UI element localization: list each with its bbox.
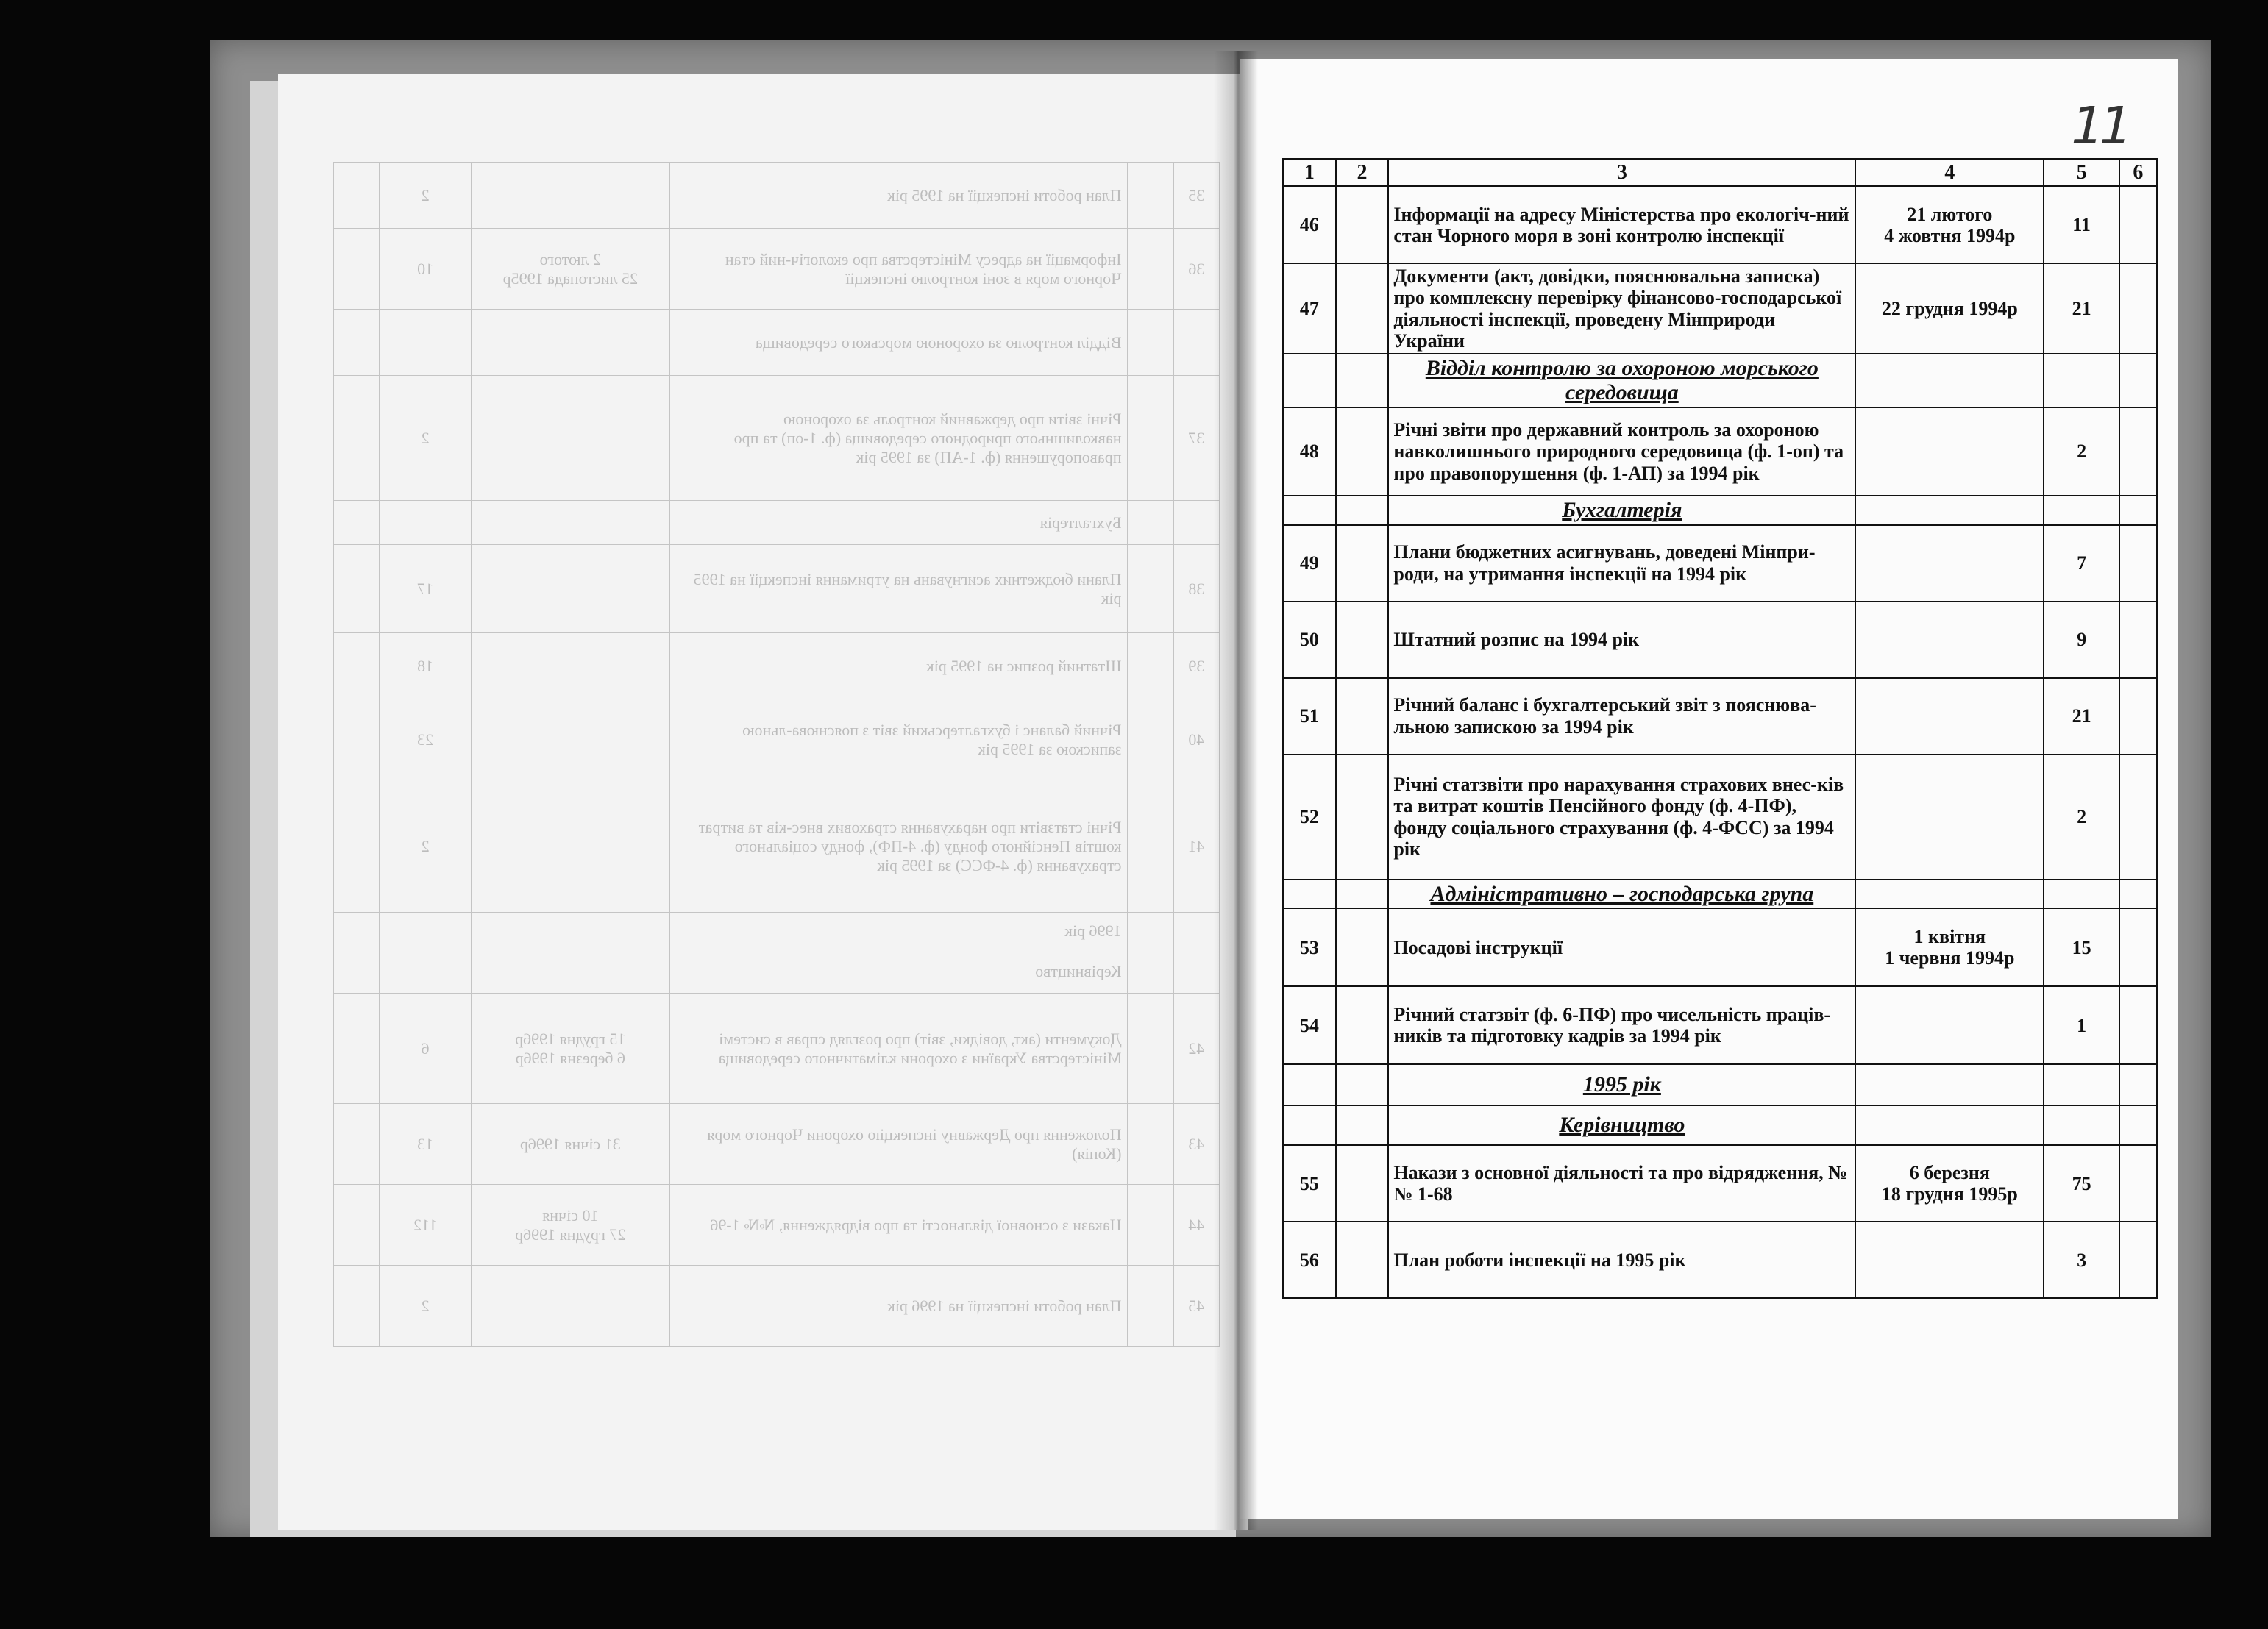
item-page-count: 11 bbox=[2044, 186, 2119, 263]
book-spine-shadow bbox=[1214, 51, 1258, 1530]
section-cell-empty bbox=[2044, 1105, 2119, 1145]
item-dates bbox=[1855, 1222, 2044, 1298]
left-page-back-side bbox=[278, 74, 1248, 1530]
ghost-date bbox=[471, 310, 669, 376]
table-row bbox=[1283, 602, 2157, 678]
item-dates: 22 грудня 1994р bbox=[1855, 263, 2044, 353]
ghost-pages: 2 bbox=[380, 163, 472, 229]
ghost-empty-cell bbox=[1128, 376, 1173, 501]
column-2-cell bbox=[1336, 908, 1389, 986]
ghost-empty-cell bbox=[1128, 1104, 1173, 1185]
item-title: Посадові інструкції bbox=[1388, 908, 1855, 986]
column-6-cell bbox=[2119, 602, 2157, 678]
ghost-empty-cell bbox=[334, 376, 380, 501]
item-page-count: 75 bbox=[2044, 1145, 2119, 1222]
table-row bbox=[1283, 908, 2157, 986]
ghost-row bbox=[334, 780, 1220, 913]
item-number: 53 bbox=[1283, 908, 1336, 986]
ghost-title: Положення про Державну інспекцію охорони Чорного моря (Копія) bbox=[669, 1104, 1128, 1185]
ghost-pages: 23 bbox=[380, 699, 472, 780]
header-cell-5: 5 bbox=[2044, 159, 2119, 186]
ghost-pages: 112 bbox=[380, 1185, 472, 1266]
header-cell-3: 3 bbox=[1388, 159, 1855, 186]
column-2-cell bbox=[1336, 1222, 1389, 1298]
header-row bbox=[1283, 159, 2157, 186]
section-row bbox=[1283, 880, 2157, 909]
column-2-cell bbox=[1336, 986, 1389, 1064]
column-2-cell bbox=[1336, 263, 1389, 353]
item-title: Плани бюджетних асигнувань, доведені Мінпри-роди, на утримання інспекції на 1994 рік bbox=[1388, 525, 1855, 602]
item-page-count: 21 bbox=[2044, 263, 2119, 353]
ghost-empty-cell bbox=[334, 501, 380, 545]
item-page-count: 2 bbox=[2044, 755, 2119, 880]
ghost-title: План роботи інспекції на 1995 рік bbox=[669, 163, 1128, 229]
section-cell-empty bbox=[2044, 354, 2119, 407]
ghost-row bbox=[334, 376, 1220, 501]
table-row bbox=[1283, 525, 2157, 602]
ghost-num: 37 bbox=[1173, 376, 1219, 501]
section-cell-empty bbox=[1336, 354, 1389, 407]
section-cell-empty bbox=[2044, 496, 2119, 525]
section-cell-empty bbox=[1283, 1064, 1336, 1105]
ghost-empty-cell bbox=[1128, 699, 1173, 780]
column-6-cell bbox=[2119, 186, 2157, 263]
table-row bbox=[1283, 407, 2157, 496]
section-cell-empty bbox=[2119, 1064, 2157, 1105]
section-cell-empty bbox=[1855, 496, 2044, 525]
item-title: Річні звіти про державний контроль за охороною навколишнього природного середовища (ф. 1-оп) та про правопорушення (ф. 1-АП) за 1994 рік bbox=[1388, 407, 1855, 496]
section-cell-empty bbox=[2119, 354, 2157, 407]
table-row bbox=[1283, 263, 2157, 353]
ghost-date: 31 січня 1996р bbox=[471, 1104, 669, 1185]
ghost-empty-cell bbox=[1128, 780, 1173, 913]
ghost-date bbox=[471, 163, 669, 229]
column-2-cell bbox=[1336, 186, 1389, 263]
item-dates bbox=[1855, 678, 2044, 755]
ghost-empty-cell bbox=[1128, 994, 1173, 1104]
item-page-count: 1 bbox=[2044, 986, 2119, 1064]
item-title: Накази з основної діяльності та про відрядження, №№ 1-68 bbox=[1388, 1145, 1855, 1222]
ghost-empty-cell bbox=[1128, 501, 1173, 545]
table-row bbox=[1283, 1145, 2157, 1222]
item-title: Річний статзвіт (ф. 6-ПФ) про чисельність праців-ників та підготовку кадрів за 1994 рік bbox=[1388, 986, 1855, 1064]
ghost-empty-cell bbox=[1128, 913, 1173, 949]
item-number: 48 bbox=[1283, 407, 1336, 496]
ghost-row bbox=[334, 163, 1220, 229]
section-cell-empty bbox=[2044, 1064, 2119, 1105]
ghost-pages: 10 bbox=[380, 229, 472, 310]
section-heading: 1995 рік bbox=[1388, 1064, 1855, 1105]
header-cell-1: 1 bbox=[1283, 159, 1336, 186]
ghost-title: Річні звіти про державний контроль за охороною навколишнього природного середовища (ф. 1-оп) та про правопорушення (ф. 1-АП) за 1995 рік bbox=[669, 376, 1128, 501]
item-number: 56 bbox=[1283, 1222, 1336, 1298]
ghost-table bbox=[333, 162, 1220, 1347]
item-number: 46 bbox=[1283, 186, 1336, 263]
section-cell-empty bbox=[1855, 1105, 2044, 1145]
ghost-pages bbox=[380, 310, 472, 376]
item-page-count: 2 bbox=[2044, 407, 2119, 496]
ghost-empty-cell bbox=[334, 913, 380, 949]
ghost-pages: 18 bbox=[380, 633, 472, 699]
column-6-cell bbox=[2119, 908, 2157, 986]
ghost-empty-cell bbox=[334, 699, 380, 780]
item-number: 52 bbox=[1283, 755, 1336, 880]
item-page-count: 7 bbox=[2044, 525, 2119, 602]
ghost-pages bbox=[380, 949, 472, 994]
ghost-date bbox=[471, 1266, 669, 1347]
ghost-row bbox=[334, 1104, 1220, 1185]
column-6-cell bbox=[2119, 986, 2157, 1064]
section-cell-empty bbox=[2119, 496, 2157, 525]
ghost-row bbox=[334, 1185, 1220, 1266]
ghost-num: 40 bbox=[1173, 699, 1219, 780]
column-6-cell bbox=[2119, 263, 2157, 353]
column-6-cell bbox=[2119, 407, 2157, 496]
section-row bbox=[1283, 496, 2157, 525]
ghost-table-body bbox=[334, 163, 1220, 1347]
item-dates bbox=[1855, 986, 2044, 1064]
ghost-empty-cell bbox=[334, 949, 380, 994]
ghost-pages: 2 bbox=[380, 780, 472, 913]
section-cell-empty bbox=[2119, 1105, 2157, 1145]
ghost-date bbox=[471, 633, 669, 699]
inventory-table-body bbox=[1283, 186, 2157, 1298]
ghost-empty-cell bbox=[334, 1104, 380, 1185]
item-title: Інформації на адресу Міністерства про екологіч-ний стан Чорного моря в зоні контролю інспекції bbox=[1388, 186, 1855, 263]
ghost-date: 10 січня 27 грудня 1996р bbox=[471, 1185, 669, 1266]
ghost-empty-cell bbox=[1128, 1266, 1173, 1347]
ghost-empty-cell bbox=[334, 780, 380, 913]
ghost-empty-cell bbox=[1128, 949, 1173, 994]
ghost-pages: 17 bbox=[380, 545, 472, 633]
ghost-date: 15 грудня 1996р 6 березня 1996р bbox=[471, 994, 669, 1104]
ghost-title: 1996 рік bbox=[669, 913, 1128, 949]
column-2-cell bbox=[1336, 407, 1389, 496]
ghost-num: 43 bbox=[1173, 1104, 1219, 1185]
section-cell-empty bbox=[1336, 1064, 1389, 1105]
section-row bbox=[1283, 1105, 2157, 1145]
ghost-num bbox=[1173, 913, 1219, 949]
section-cell-empty bbox=[1336, 880, 1389, 909]
item-page-count: 21 bbox=[2044, 678, 2119, 755]
ghost-num: 38 bbox=[1173, 545, 1219, 633]
ghost-pages: 2 bbox=[380, 376, 472, 501]
section-cell-empty bbox=[1855, 1064, 2044, 1105]
section-cell-empty bbox=[1283, 880, 1336, 909]
ghost-title: Річний баланс і бухгалтерський звіт з пояснюва-льною запискою за 1995 рік bbox=[669, 699, 1128, 780]
ghost-empty-cell bbox=[334, 994, 380, 1104]
section-cell-empty bbox=[1283, 354, 1336, 407]
column-2-cell bbox=[1336, 525, 1389, 602]
ghost-row bbox=[334, 545, 1220, 633]
item-dates bbox=[1855, 602, 2044, 678]
section-row bbox=[1283, 1064, 2157, 1105]
ghost-title: Бухгалтерія bbox=[669, 501, 1128, 545]
ghost-empty-cell bbox=[334, 163, 380, 229]
ghost-row bbox=[334, 310, 1220, 376]
section-cell-empty bbox=[1283, 496, 1336, 525]
ghost-empty-cell bbox=[1128, 163, 1173, 229]
ghost-empty-cell bbox=[1128, 229, 1173, 310]
item-page-count: 9 bbox=[2044, 602, 2119, 678]
column-6-cell bbox=[2119, 525, 2157, 602]
ghost-num: 35 bbox=[1173, 163, 1219, 229]
ghost-date bbox=[471, 913, 669, 949]
ghost-num: 45 bbox=[1173, 1266, 1219, 1347]
item-title: План роботи інспекції на 1995 рік bbox=[1388, 1222, 1855, 1298]
column-6-cell bbox=[2119, 1222, 2157, 1298]
ghost-empty-cell bbox=[1128, 1185, 1173, 1266]
table-row bbox=[1283, 755, 2157, 880]
section-heading: Керівництво bbox=[1388, 1105, 1855, 1145]
section-cell-empty bbox=[1855, 354, 2044, 407]
section-heading: Адміністративно – господарська група bbox=[1388, 880, 1855, 909]
section-heading: Бухгалтерія bbox=[1388, 496, 1855, 525]
section-heading: Відділ контролю за охороною морського середовища bbox=[1388, 354, 1855, 407]
ghost-pages: 13 bbox=[380, 1104, 472, 1185]
ghost-row bbox=[334, 501, 1220, 545]
ghost-pages: 6 bbox=[380, 994, 472, 1104]
header-cell-2: 2 bbox=[1336, 159, 1389, 186]
ghost-empty-cell bbox=[334, 310, 380, 376]
ghost-row bbox=[334, 1266, 1220, 1347]
column-6-cell bbox=[2119, 1145, 2157, 1222]
ghost-empty-cell bbox=[334, 1185, 380, 1266]
item-number: 51 bbox=[1283, 678, 1336, 755]
ghost-num bbox=[1173, 501, 1219, 545]
header-cell-4: 4 bbox=[1855, 159, 2044, 186]
ghost-title: Річні статзвіти про нарахування страхових внес-ків та витрат коштів Пенсійного фонду (ф. 4-ПФ), фонду соціального страхування (ф. 4-ФСС) за 1995 рік bbox=[669, 780, 1128, 913]
ghost-pages: 2 bbox=[380, 1266, 472, 1347]
item-dates bbox=[1855, 525, 2044, 602]
ghost-title: Плани бюджетних асигнувань на утримання інспекції на 1995 рік bbox=[669, 545, 1128, 633]
table-row bbox=[1283, 986, 2157, 1064]
ghost-num: 42 bbox=[1173, 994, 1219, 1104]
ghost-date bbox=[471, 376, 669, 501]
column-2-cell bbox=[1336, 602, 1389, 678]
ghost-title: Інформації на адресу Міністерства про екологіч-ний стан Чорного моря в зоні контролю інспекції bbox=[669, 229, 1128, 310]
ghost-row bbox=[334, 699, 1220, 780]
ghost-empty-cell bbox=[1128, 633, 1173, 699]
item-title: Річний баланс і бухгалтерський звіт з пояснюва-льною запискою за 1994 рік bbox=[1388, 678, 1855, 755]
ghost-empty-cell bbox=[1128, 545, 1173, 633]
ghost-pages bbox=[380, 501, 472, 545]
ghost-title: План роботи інспекції на 1996 рік bbox=[669, 1266, 1128, 1347]
ghost-title: Відділ контролю за охороною морського середовища bbox=[669, 310, 1128, 376]
item-number: 50 bbox=[1283, 602, 1336, 678]
ghost-row bbox=[334, 229, 1220, 310]
column-2-cell bbox=[1336, 678, 1389, 755]
column-6-cell bbox=[2119, 678, 2157, 755]
ghost-num: 39 bbox=[1173, 633, 1219, 699]
ghost-empty-cell bbox=[334, 633, 380, 699]
item-number: 55 bbox=[1283, 1145, 1336, 1222]
table-row bbox=[1283, 678, 2157, 755]
inventory-table bbox=[1282, 158, 2158, 1299]
ghost-title: Документи (акт, довідки, звіт) про розгляд справ в системі Міністерства України з охорони кліматичного середовища bbox=[669, 994, 1128, 1104]
section-cell-empty bbox=[1336, 496, 1389, 525]
ghost-row bbox=[334, 994, 1220, 1104]
item-number: 54 bbox=[1283, 986, 1336, 1064]
table-row bbox=[1283, 1222, 2157, 1298]
section-cell-empty bbox=[1336, 1105, 1389, 1145]
column-6-cell bbox=[2119, 755, 2157, 880]
ghost-row bbox=[334, 913, 1220, 949]
ghost-title: Керівництво bbox=[669, 949, 1128, 994]
ghost-pages bbox=[380, 913, 472, 949]
bleed-through-text bbox=[333, 162, 1220, 1486]
ghost-empty-cell bbox=[334, 229, 380, 310]
column-2-cell bbox=[1336, 755, 1389, 880]
section-cell-empty bbox=[1283, 1105, 1336, 1145]
item-dates: 21 лютого 4 жовтня 1994р bbox=[1855, 186, 2044, 263]
ghost-empty-cell bbox=[334, 545, 380, 633]
ghost-date bbox=[471, 501, 669, 545]
item-title: Документи (акт, довідки, пояснювальна записка) про комплексну перевірку фінансово-господарської діяльності інспекції, проведену Мінприроди України bbox=[1388, 263, 1855, 353]
ghost-row bbox=[334, 949, 1220, 994]
item-title: Штатний розпис на 1994 рік bbox=[1388, 602, 1855, 678]
column-2-cell bbox=[1336, 1145, 1389, 1222]
header-cell-6: 6 bbox=[2119, 159, 2157, 186]
table-row bbox=[1283, 186, 2157, 263]
section-cell-empty bbox=[2044, 880, 2119, 909]
ghost-date bbox=[471, 545, 669, 633]
item-number: 49 bbox=[1283, 525, 1336, 602]
ghost-date bbox=[471, 949, 669, 994]
item-dates: 1 квітня 1 червня 1994р bbox=[1855, 908, 2044, 986]
page-number: 11 bbox=[2064, 96, 2134, 156]
ghost-empty-cell bbox=[1128, 310, 1173, 376]
item-dates bbox=[1855, 407, 2044, 496]
ghost-num: 36 bbox=[1173, 229, 1219, 310]
item-page-count: 3 bbox=[2044, 1222, 2119, 1298]
ghost-num bbox=[1173, 949, 1219, 994]
ghost-row bbox=[334, 633, 1220, 699]
ghost-num: 41 bbox=[1173, 780, 1219, 913]
ghost-date bbox=[471, 699, 669, 780]
ghost-date bbox=[471, 780, 669, 913]
ghost-date: 2 лютого 25 листопада 1995р bbox=[471, 229, 669, 310]
item-page-count: 15 bbox=[2044, 908, 2119, 986]
ghost-num: 44 bbox=[1173, 1185, 1219, 1266]
item-dates bbox=[1855, 755, 2044, 880]
section-row bbox=[1283, 354, 2157, 407]
item-title: Річні статзвіти про нарахування страхових внес-ків та витрат коштів Пенсійного фонду (ф. 4-ПФ), фонду соціального страхування (ф. 4-ФСС) за 1994 рік bbox=[1388, 755, 1855, 880]
section-cell-empty bbox=[1855, 880, 2044, 909]
ghost-title: Накази з основної діяльності та про відрядження, №№ 1-96 bbox=[669, 1185, 1128, 1266]
section-cell-empty bbox=[2119, 880, 2157, 909]
ghost-num bbox=[1173, 310, 1219, 376]
item-dates: 6 березня 18 грудня 1995р bbox=[1855, 1145, 2044, 1222]
item-number: 47 bbox=[1283, 263, 1336, 353]
ghost-title: Штатний розпис на 1995 рік bbox=[669, 633, 1128, 699]
ghost-empty-cell bbox=[334, 1266, 380, 1347]
